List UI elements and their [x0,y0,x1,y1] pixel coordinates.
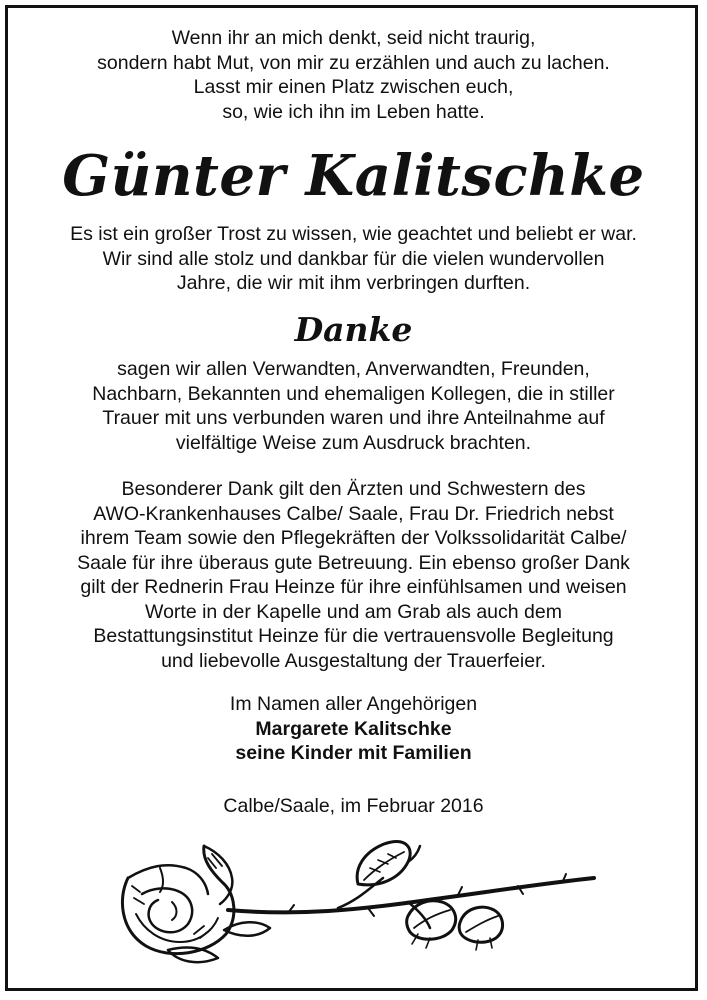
thanks-line: Bestattungsinstitut Heinze für die vertrauensvolle Begleitung [93,625,614,647]
thanks-line: Trauer mit uns verbunden waren und ihre Anteilnahme auf [102,407,605,429]
poem-line: Wenn ihr an mich denkt, seid nicht traurig, [171,27,536,49]
trost-line: Jahre, die wir mit ihm verbringen durften. [176,272,531,294]
signature-name: Margarete Kalitschke [255,717,452,740]
signature [0,692,707,766]
place-date-line: Calbe/Saale, im Februar 2016 [223,795,484,817]
thanks-general-paragraph [0,357,707,455]
thanks-line: vielfältige Weise zum Ausdruck brachten. [175,431,532,454]
thanks-line: Besonderer Dank gilt den Ärzten und Schwestern des [121,478,586,500]
thanks-line: AWO-Krankenhauses Calbe/ Saale, Frau Dr. Friedrich nebst [93,502,614,525]
thanks-line: Nachbarn, Bekannten und ehemaligen Kollegen, die in stiller [92,382,615,405]
poem-line: sondern habt Mut, von mir zu erzählen und auch zu lachen. [97,51,610,74]
poem-line: so, wie ich ihn im Leben hatte. [222,100,485,123]
trost-line: Wir sind alle stolz und dankbar für die vielen wundervollen [102,247,605,270]
thanks-line: sagen wir allen Verwandten, Anverwandten, Freunden, [117,358,590,380]
deceased-name: Günter Kalitschke [62,143,645,209]
thanks-special-paragraph [0,477,707,673]
thanks-line: Worte in der Kapelle und am Grab als auch dem [145,600,562,623]
poem [0,26,707,124]
thanks-line: Saale für ihre überaus gute Betreuung. Ein ebenso großer Dank [77,551,630,574]
danke-heading: Danke [294,310,413,349]
signature-family: seine Kinder mit Familien [235,742,472,764]
trost-paragraph [0,222,707,296]
thanks-line: gilt der Rednerin Frau Heinze für ihre einfühlsamen und weisen [80,576,627,598]
signature-intro: Im Namen aller Angehörigen [229,693,478,715]
trost-line: Es ist ein großer Trost zu wissen, wie geachtet und beliebt er war. [70,223,637,245]
place-date [0,794,707,819]
poem-line: Lasst mir einen Platz zwischen euch, [193,76,514,98]
thanks-line: ihrem Team sowie den Pflegekräften der Volkssolidarität Calbe/ [80,527,627,549]
rose-icon [108,838,598,968]
thanks-line: und liebevolle Ausgestaltung der Trauerfeier. [161,649,546,672]
